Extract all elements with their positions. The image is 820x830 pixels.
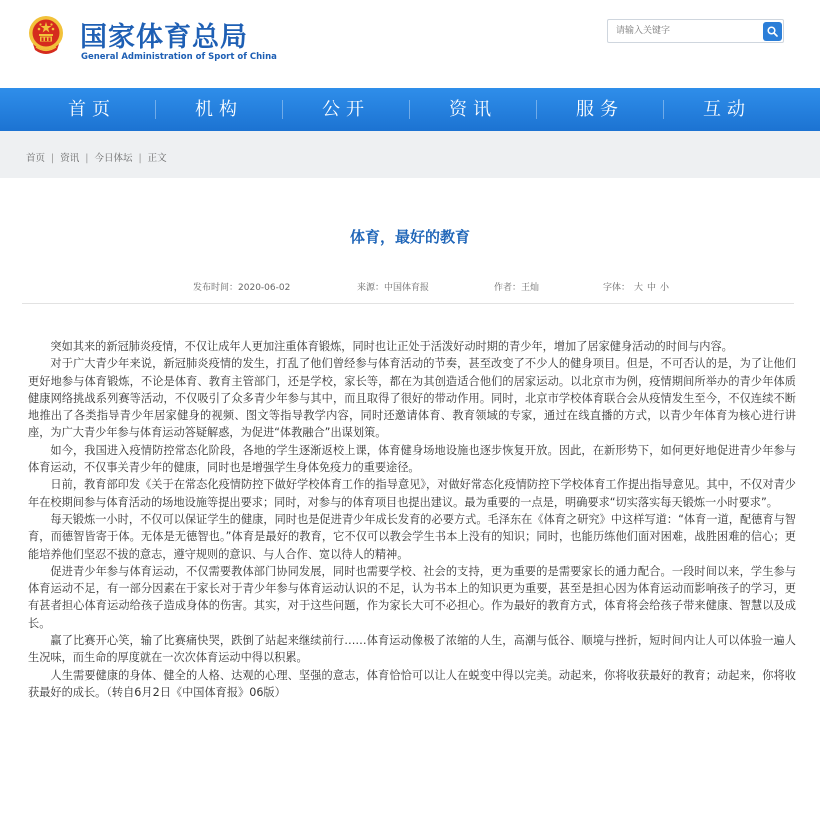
publish-date-label: 发布时间： [193,283,239,293]
article-paragraph: 人生需要健康的身体、健全的人格、达观的心理、坚强的意志，体育恰恰可以让人在蜕变中得以完美。动起来，你将收获最好的教育；动起来，你将收获最好的成长。（转自6月2日《中国体育报》06版） [28,668,796,699]
article-paragraph: 突如其来的新冠肺炎疫情，不仅让成年人更加注重体育锻炼，同时也让正处于活泼好动时期的青少年，增加了居家健身活动的时间与内容。 [50,340,733,353]
font-size-large[interactable]: 大 [634,283,644,293]
nav-item-news[interactable]: 资讯 [449,99,497,120]
font-size-switcher [603,280,669,293]
font-size-medium[interactable]: 中 [647,283,657,293]
breadcrumb-home[interactable]: 首页 [26,153,46,164]
publish-date-value: 2020-06-02 [238,283,291,293]
breadcrumb-sports-today[interactable]: 今日体坛 [94,153,133,164]
article-author [494,280,539,293]
article-body [28,338,796,701]
site-logo-title[interactable]: 国家体育总局 [80,22,248,53]
site-header [0,0,820,88]
breadcrumb-current: 正文 [147,153,167,164]
font-size-label: 字体： [603,283,631,293]
nav-item-public[interactable]: 公开 [322,99,370,120]
nav-item-institutions[interactable]: 机构 [195,99,243,120]
article-source [357,280,429,293]
main-nav [0,88,820,131]
font-size-small[interactable]: 小 [660,283,670,293]
article-paragraph: 赢了比赛开心笑，输了比赛痛快哭，跌倒了站起来继续前行……体育运动像极了浓缩的人生，高潮与低谷、顺境与挫折，短时间内让人可以体验一遍人生况味，而生命的厚度就在一次次体育运动中得以积累。 [28,634,796,665]
source-label: 来源： [357,283,385,293]
search-input[interactable] [608,20,763,42]
article-paragraph: 促进青少年参与体育运动，不仅需要教体部门协同发展，同时也需要学校、社会的支持，更为重要的是需要家长的通力配合。一段时间以来，学生参与体育运动不足，有一部分因素在于家长对于青少年参与体育运动认识的不足，认为书本上的知识更为重要，甚至是担心因为体育运动而影响孩子的学习，更有甚者担心体育运动给孩子造成身体的伤害。其实，对于这些问题，作为家长大可不必担心。作为最好的教育方式，体育将会给孩子带来健康、智慧以及成长。 [28,564,796,630]
search-button[interactable] [763,22,782,41]
author-label: 作者： [494,283,522,293]
article-paragraph: 如今，我国进入疫情防控常态化阶段，各地的学生逐渐返校上课，体育健身场地设施也逐步恢复开放。因此，在新形势下，如何更好地促进青少年参与体育运动，不仅事关青少年的健康，同时也是增强学生身体免疫力的重要途径。 [28,443,796,475]
breadcrumb-separator: | [138,153,142,164]
source-value: 中国体育报 [384,283,430,293]
search-box [607,19,784,43]
nav-item-services[interactable]: 服务 [576,99,624,120]
search-icon [767,26,778,37]
publish-date [193,280,290,293]
breadcrumb-separator: | [51,153,55,164]
article-paragraph: 每天锻炼一小时，不仅可以保证学生的健康，同时也是促进青少年成长发育的必要方式。毛泽东在《体育之研究》中这样写道：“体育一道，配德育与智育，而德智皆寄于体。无体是无德智也。”体育是最好的教育，它不仅可以教会学生书本上没有的知识；同时，也能历练他们面对困难，战胜困难的信心；更能培养他们坚忍不拔的意志，遵守规则的意识、与人合作、宽以待人的精神。 [28,512,796,561]
breadcrumb-bar [0,131,820,178]
article-paragraph: 对于广大青少年来说，新冠肺炎疫情的发生，打乱了他们曾经参与体育活动的节奏，甚至改变了不少人的健身项目。但是，不可否认的是，为了让他们更好地参与体育锻炼，不论是体育、教育主管部门，还是学校，家长等，都在为其创造适合他们的居家运动。以北京市为例，疫情期间所举办的青少年体质健康网络挑战系列赛等活动，不仅吸引了众多青少年参与其中，而且取得了很好的带动作用。同时，北京市学校体育联合会从疫情发生至今，不仅连续不断地推出了各类指导青少年居家健身的视频、图文等指导教学内容，同时还邀请体育、教育领域的专家，通过在线直播的方式，以青少年体育为核心进行讲座，为广大青少年参与体育运动答疑解惑，为促进“体教融合”出谋划策。 [28,357,796,440]
breadcrumb [26,150,167,164]
breadcrumb-separator: | [85,153,89,164]
article-paragraph: 日前，教育部印发《关于在常态化疫情防控下做好学校体育工作的指导意见》，对做好常态化疫情防控下学校体育工作提出指导意见。其中，不仅对青少年在校期间参与体育活动的场地设施等提出要求；同时，对参与的体育项目也提出建议。最为重要的一点是，明确要求“切实落实每天锻炼一小时要求”。 [28,478,796,509]
article-title: 体育，最好的教育 [349,228,470,246]
breadcrumb-news[interactable]: 资讯 [60,153,80,164]
site-logo-subtitle: General Administration of Sport of China [81,52,277,62]
nav-item-home[interactable]: 首页 [68,99,116,120]
meta-divider [22,303,794,304]
national-emblem-icon[interactable] [26,14,66,58]
author-value: 王灿 [521,283,540,293]
nav-item-interaction[interactable]: 互动 [703,99,751,120]
